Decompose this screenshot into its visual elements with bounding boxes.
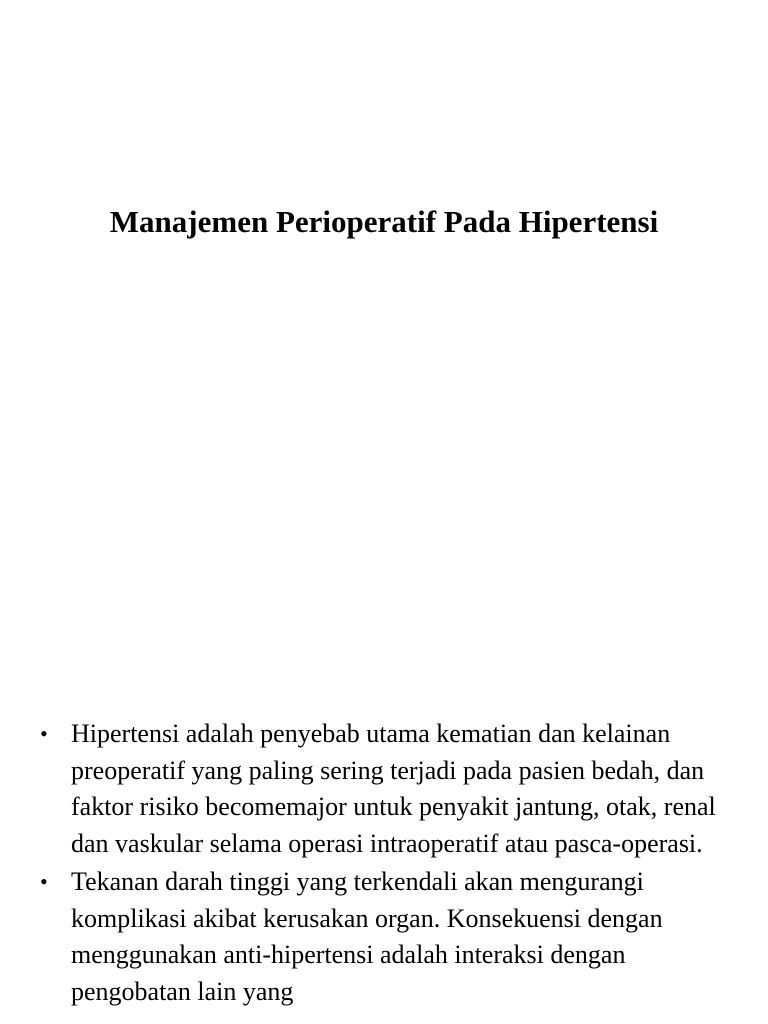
bullet-item [40,716,730,862]
slide-title: Manajemen Perioperatif Pada Hipertensi [109,204,659,239]
bullet-text: Hipertensi adalah penyebab utama kematian dan kelainan preoperatif yang paling sering terjadi pada pasien bedah, dan faktor risiko becomemajor untuk penyakit jantung, otak, renal dan vaskular selama operasi intraoperatif atau pasca-operasi. [71,719,716,858]
bullet-dot-icon: • [40,869,48,894]
bullet-text: Tekanan darah tinggi yang terkendali akan mengurangi komplikasi akibat kerusakan organ. Konsekuensi dengan menggunakan anti-hipertensi adalah interaksi dengan pengobatan lain yang [71,867,663,1006]
bullet-dot-icon: • [40,721,48,746]
bullet-list [40,716,730,1012]
bullet-item [40,864,730,1010]
